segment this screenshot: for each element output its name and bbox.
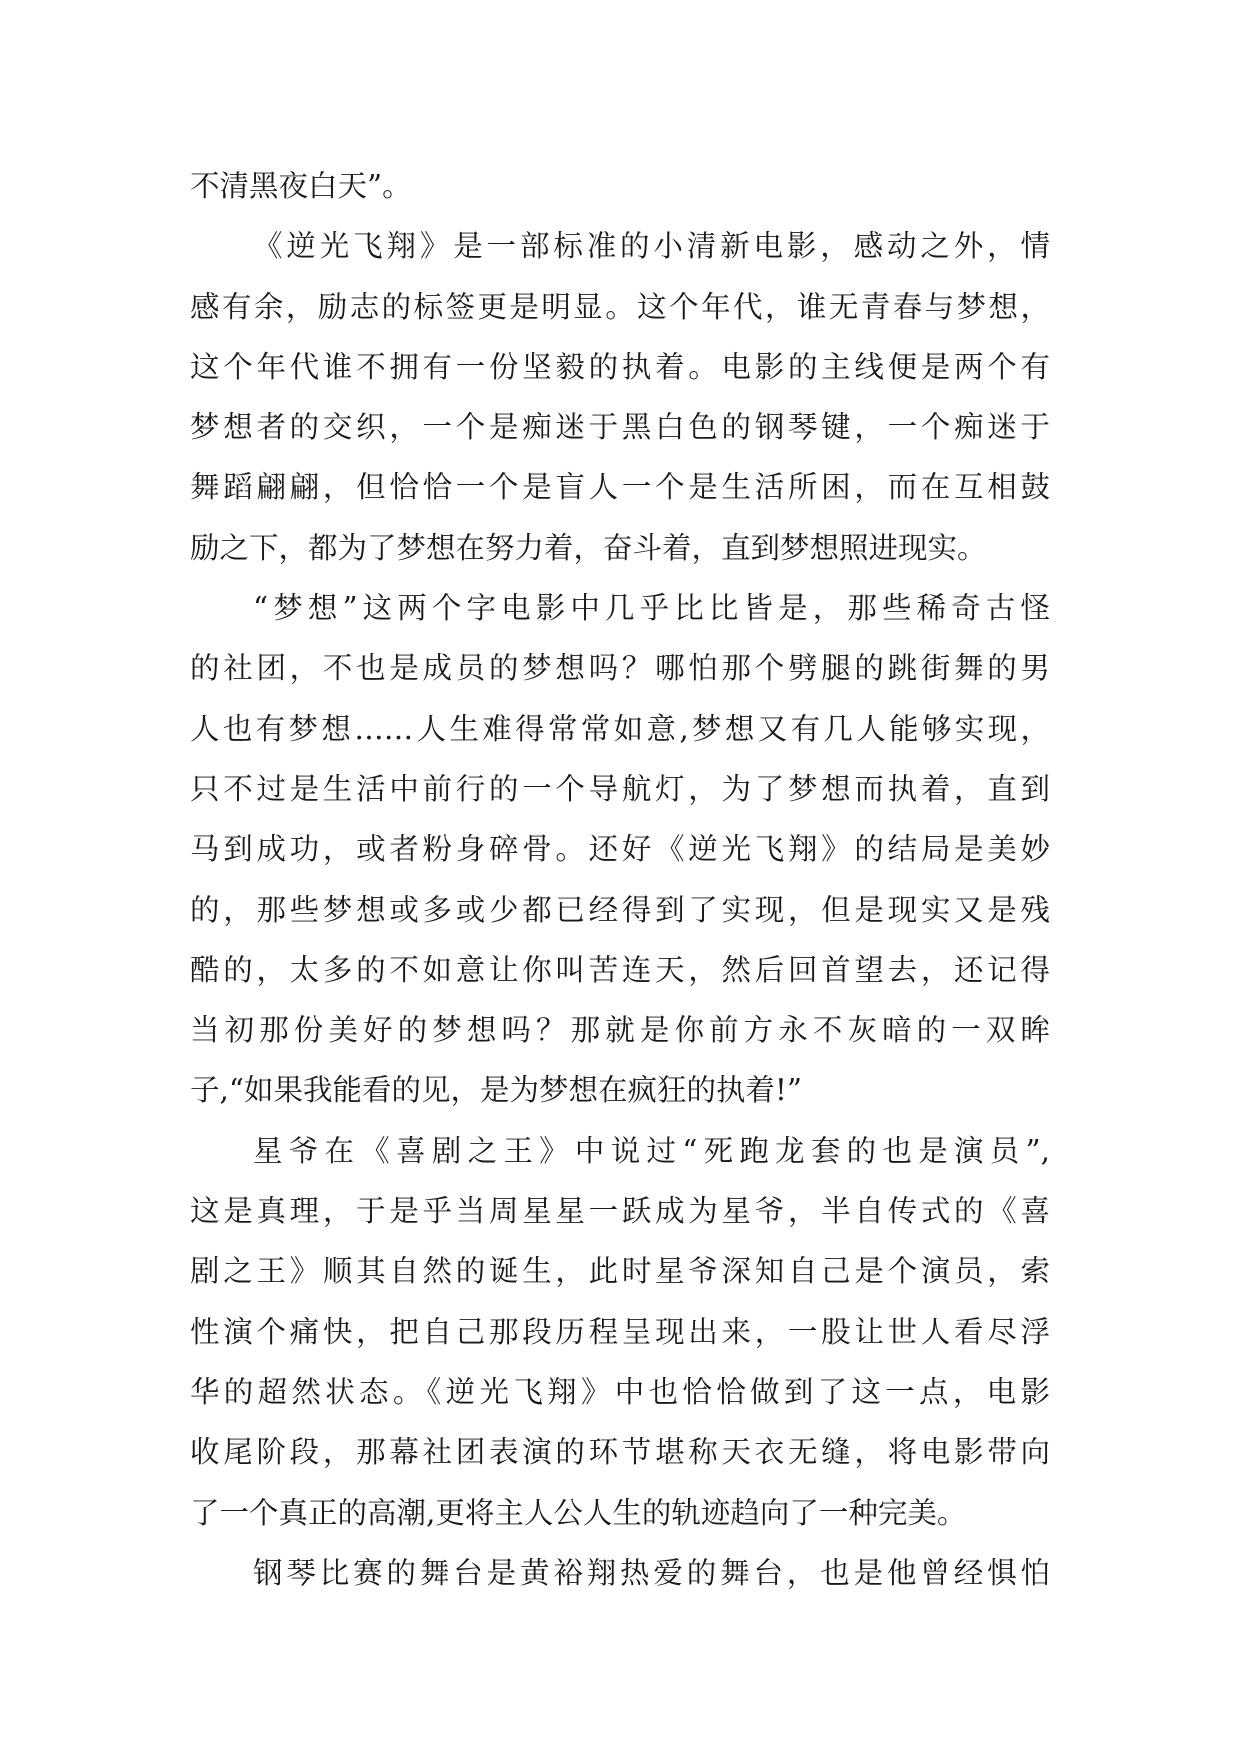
text-line: 的，那些梦想或多或少都已经得到了实现，但是现实又是残 [190,892,1050,927]
text-line: 舞蹈翩翩，但恰恰一个是盲人一个是生活所困，而在互相鼓 [190,470,1050,505]
text-line: 人也有梦想……人生难得常常如意,梦想又有几人能够实现， [190,711,1050,746]
text-line: 当初那份美好的梦想吗？那就是你前方永不灰暗的一双眸 [190,1013,1050,1048]
text-line: 华的超然状态。《逆光飞翔》中也恰恰做到了这一点，电影 [190,1374,1050,1409]
text-line: 了一个真正的高潮,更将主人公人生的轨迹趋向了一种完美。 [190,1495,967,1530]
text-line: 感有余，励志的标签更是明显。这个年代，谁无青春与梦想， [190,289,1050,324]
text-line: 励之下，都为了梦想在努力着，奋斗着，直到梦想照进现实。 [190,530,987,565]
text-line: “梦想”这两个字电影中几乎比比皆是，那些稀奇古怪 [253,591,1050,626]
text-line: 子,“如果我能看的见，是为梦想在疯狂的执着!” [190,1073,802,1108]
text-line: 钢琴比赛的舞台是黄裕翔热爱的舞台，也是他曾经惧怕 [253,1555,1050,1590]
article-body [190,156,1050,1603]
text-line: 这是真理，于是乎当周星星一跃成为星爷，半自传式的《喜 [190,1194,1050,1229]
text-line: 不清黑夜白天”。 [190,169,412,203]
text-line: 的社团，不也是成员的梦想吗？哪怕那个劈腿的跳街舞的男 [190,651,1050,686]
text-line: 星爷在《喜剧之王》中说过“死跑龙套的也是演员”, [253,1133,1050,1168]
text-line: 剧之王》顺其自然的诞生，此时星爷深知自己是个演员，索 [190,1254,1050,1289]
text-line: 马到成功，或者粉身碎骨。还好《逆光飞翔》的结局是美妙 [190,832,1050,867]
text-line: 性演个痛快，把自己那段历程呈现出来，一股让世人看尽浮 [190,1314,1050,1349]
text-line: 梦想者的交织，一个是痴迷于黑白色的钢琴键，一个痴迷于 [190,410,1050,445]
text-line: 酷的，太多的不如意让你叫苦连天，然后回首望去，还记得 [190,952,1050,987]
text-line: 收尾阶段，那幕社团表演的环节堪称天衣无缝，将电影带向 [190,1435,1050,1470]
text-line: 《逆光飞翔》是一部标准的小清新电影，感动之外，情 [253,229,1050,264]
text-line: 只不过是生活中前行的一个导航灯，为了梦想而执着，直到 [190,771,1050,806]
text-line: 这个年代谁不拥有一份坚毅的执着。电影的主线便是两个有 [190,349,1050,384]
